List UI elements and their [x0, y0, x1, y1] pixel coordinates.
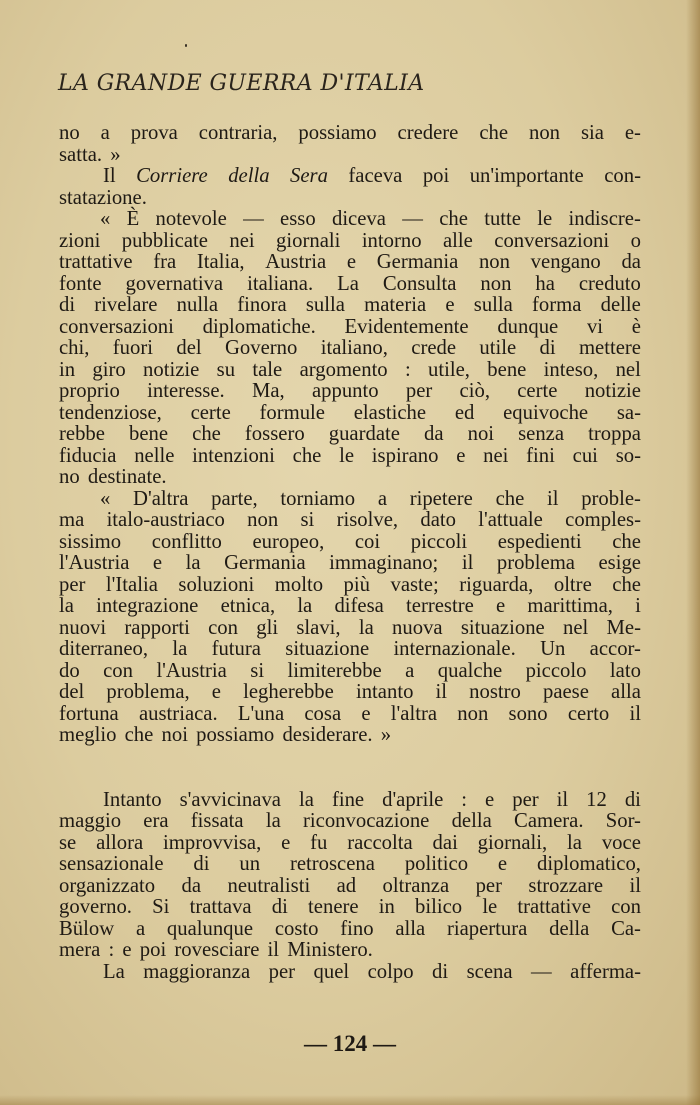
text-line: fiducia nelle intenzioni che le ispirano e nei fini cui so- [59, 444, 641, 467]
text-line: del problema, e legherebbe intanto il nostro paese alla [59, 681, 641, 703]
text-line: proprio interesse. Ma, appunto per ciò, certe notizie [59, 380, 641, 402]
text-line: maggio era fissata la riconvocazione della Camera. Sor- [59, 810, 641, 832]
page-number: — 124 — [304, 1031, 396, 1056]
text-line: do con l'Austria si limiterebbe a qualche piccolo lato [59, 659, 641, 682]
ink-speck [185, 44, 187, 47]
page-edge-shadow [686, 0, 700, 1105]
text-line: organizzato da neutralisti ad oltranza per strozzare il [59, 874, 641, 897]
text-line: « D'altra parte, torniamo a ripetere che il proble- [100, 487, 641, 510]
text-line: rebbe bene che fossero guardate da noi senza troppa [59, 423, 641, 445]
text-line: Bülow a qualunque costo fino alla riapertura della Ca- [59, 917, 641, 940]
text-line: satta. » [59, 143, 121, 166]
text-line: conversazioni diplomatiche. Evidentemente dunque vi è [59, 315, 641, 338]
running-head: LA GRANDE GUERRA D'ITALIA [58, 71, 425, 96]
text-line: mera : e poi rovesciare il Ministero. [59, 939, 373, 961]
text-line: per l'Italia soluzioni molto più vaste; riguarda, oltre che [59, 573, 641, 596]
text-line: la integrazione etnica, la difesa terrestre e marittima, i [59, 595, 641, 617]
text-line: no a prova contraria, possiamo credere che non sia e- [59, 122, 641, 144]
text-line: tendenziose, certe formule elastiche ed equivoche sa- [59, 401, 641, 424]
text-line: governo. Si trattava di tenere in bilico le trattative con [59, 896, 641, 918]
text-line: zioni pubblicate nei giornali intorno alle conversazioni o [59, 229, 641, 252]
text-line: diterraneo, la futura situazione internazionale. Un accor- [59, 638, 641, 660]
text-line: se allora improvvisa, e fu raccolta dai giornali, la voce [59, 831, 641, 854]
paragraph-gap [59, 747, 641, 790]
text-line: statazione. [59, 186, 147, 209]
text-line: Intanto s'avvicinava la fine d'aprile : e per il 12 di [103, 788, 641, 811]
text-line: Il Corriere della Sera faceva poi un'importante con- [103, 165, 641, 187]
text-line: ma italo-austriaco non si risolve, dato l'attuale comples- [59, 509, 641, 531]
text-line: sensazionale di un retroscena politico e diplomatico, [59, 853, 641, 875]
text-line: trattative fra Italia, Austria e Germania non vengano da [59, 251, 641, 273]
page-body-text [59, 123, 641, 983]
text-line: chi, fuori del Governo italiano, crede utile di mettere [59, 337, 641, 359]
text-line: nuovi rapporti con gli slavi, la nuova situazione nel Me- [59, 616, 641, 639]
text-line: « È notevole — esso diceva — che tutte le indiscre- [100, 208, 641, 230]
text-line: in giro notizie su tale argomento : utile, bene inteso, nel [59, 358, 641, 381]
text-line: meglio che noi possiamo desiderare. » [59, 724, 392, 746]
page-edge-shadow [0, 1095, 700, 1105]
text-line: no destinate. [59, 466, 167, 488]
text-line: fonte governativa italiana. La Consulta non ha creduto [59, 272, 641, 295]
text-line: La maggioranza per quel colpo di scena — afferma- [103, 960, 641, 983]
text-line: sissimo conflitto europeo, coi piccoli espedienti che [59, 530, 641, 553]
text-line: l'Austria e la Germania immaginano; il problema esige [59, 552, 641, 574]
text-line: fortuna austriaca. L'una cosa e l'altra non sono certo il [59, 702, 641, 725]
text-line: di rivelare nulla finora sulla materia e sulla forma delle [59, 294, 641, 316]
